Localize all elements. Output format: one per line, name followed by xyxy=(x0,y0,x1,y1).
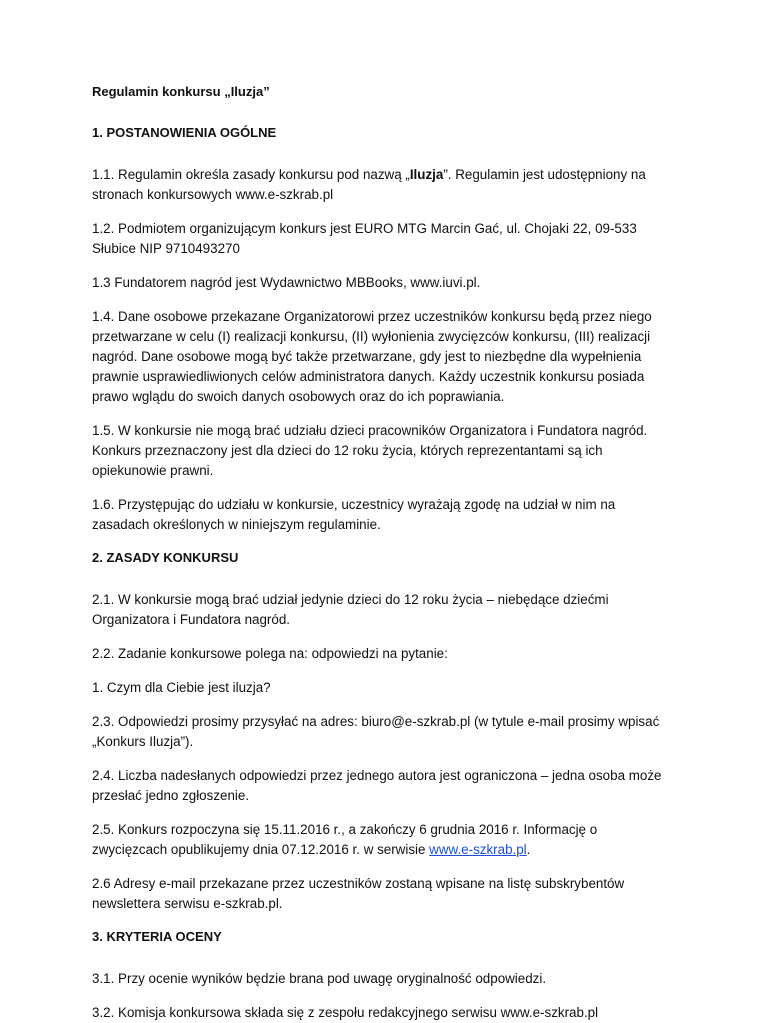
contest-name: Iluzja xyxy=(409,167,444,182)
section-3-heading: 3. KRYTERIA OCENY xyxy=(92,929,222,944)
paragraph-2-5-prefix: 2.5. Konkurs rozpoczyna się 15.11.2016 r., a zakończy 6 grudnia 2016 r. Informację o zwycięzcach opublikujemy dnia 07.12.2016 r. w serwisie xyxy=(92,822,598,857)
paragraph-2-6: 2.6 Adresy e-mail przekazane przez uczestników zostaną wpisane na listę subskrybentów newslettera serwisu e-szkrab.pl. xyxy=(92,876,625,911)
paragraph-1-6: 1.6. Przystępując do udziału w konkursie, uczestnicy wyrażają zgodę na udział w nim na zasadach określonych w niniejszym regulaminie. xyxy=(92,497,616,532)
section-1-heading: 1. POSTANOWIENIA OGÓLNE xyxy=(92,125,277,140)
paragraph-1-3: 1.3 Fundatorem nagród jest Wydawnictwo MBBooks, www.iuvi.pl. xyxy=(92,275,481,290)
paragraph-2-4: 2.4. Liczba nadesłanych odpowiedzi przez jednego autora jest ograniczona – jedna osoba może przesłać jedno zgłoszenie. xyxy=(92,768,662,803)
website-link[interactable]: www.e-szkrab.pl xyxy=(429,842,527,857)
paragraph-2-5-suffix: . xyxy=(526,842,531,857)
contest-question: 1. Czym dla Ciebie jest iluzja? xyxy=(92,680,271,695)
paragraph-1-2: 1.2. Podmiotem organizującym konkurs jest EURO MTG Marcin Gać, ul. Chojaki 22, 09-533 Słubice NIP 9710493270 xyxy=(92,221,637,256)
paragraph-2-3: 2.3. Odpowiedzi prosimy przysyłać na adres: biuro@e-szkrab.pl (w tytule e-mail prosimy wpisać „Konkurs Iluzja”). xyxy=(92,714,660,749)
paragraph-1-1-prefix: 1.1. Regulamin określa zasady konkursu pod nazwą „ xyxy=(92,167,410,182)
paragraph-2-1: 2.1. W konkursie mogą brać udział jedynie dzieci do 12 roku życia – niebędące dziećmi Organizatora i Fundatora nagród. xyxy=(92,592,609,627)
paragraph-1-1 xyxy=(92,165,676,205)
section-2-heading: 2. ZASADY KONKURSU xyxy=(92,550,239,565)
paragraph-3-1: 3.1. Przy ocenie wyników będzie brana pod uwagę oryginalność odpowiedzi. xyxy=(92,971,547,986)
paragraph-2-5 xyxy=(92,820,676,860)
document-title: Regulamin konkursu „Iluzja” xyxy=(92,84,270,99)
paragraph-1-1-suffix: ”. Regulamin jest udostępniony na stronach konkursowych www.e-szkrab.pl xyxy=(92,167,646,202)
paragraph-2-2: 2.2. Zadanie konkursowe polega na: odpowiedzi na pytanie: xyxy=(92,646,448,661)
paragraph-1-5: 1.5. W konkursie nie mogą brać udziału dzieci pracowników Organizatora i Fundatora nagród. Konkurs przeznaczony jest dla dzieci do 12 roku życia, których reprezentantami są ich opiekunowie prawni. xyxy=(92,423,648,478)
paragraph-1-4: 1.4. Dane osobowe przekazane Organizatorowi przez uczestników konkursu będą przez niego przetwarzane w celu (I) realizacji konkursu, (II) wyłonienia zwycięzców konkursu, (III) realizacji nagród. Dane osobowe mogą być także przetwarzane, gdy jest to niezbędne dla wypełnienia prawnie usprawiedliwionych celów administratora danych. Każdy uczestnik konkursu posiada prawo wglądu do swoich danych osobowych oraz do ich poprawiania. xyxy=(92,309,652,404)
paragraph-3-2: 3.2. Komisja konkursowa składa się z zespołu redakcyjnego serwisu www.e-szkrab.pl xyxy=(92,1005,599,1020)
